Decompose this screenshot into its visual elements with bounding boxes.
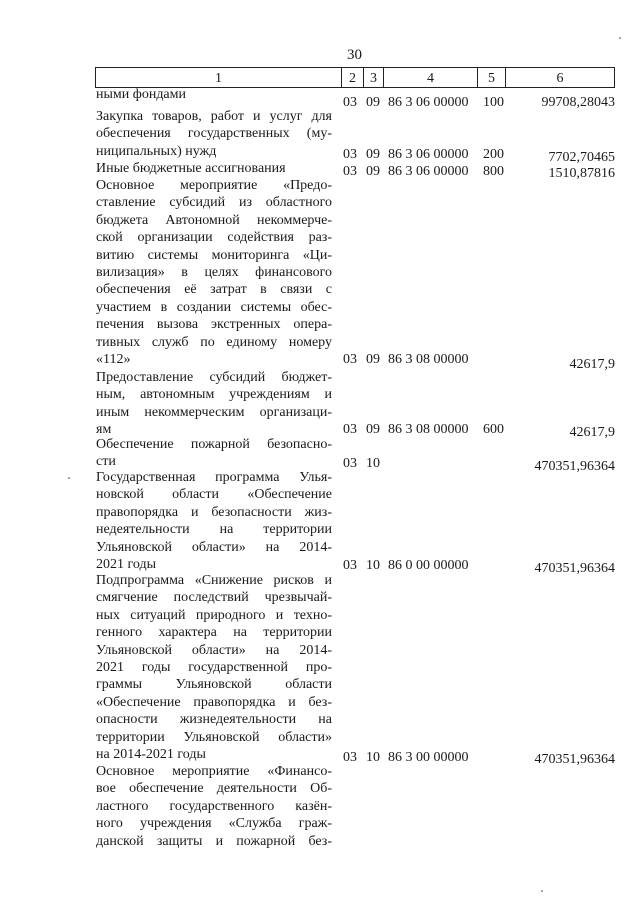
target-article-code: 86 3 06 00000 — [388, 95, 469, 110]
description-line: Предоставление субсидий бюджет- — [96, 370, 332, 385]
description-line: ям — [96, 422, 112, 438]
description-line: иным некоммерческим организаци- — [96, 404, 332, 420]
section-code: 03 — [343, 147, 357, 162]
description-line: на 2014-2021 годы — [96, 747, 206, 763]
description-line: правопорядка и безопасности жиз- — [96, 504, 332, 520]
description-line: тивных служб по единому номеру — [96, 334, 332, 350]
row-description — [96, 86, 332, 103]
header-col-5: 5 — [477, 68, 505, 87]
row-description — [96, 108, 332, 160]
row-description — [96, 160, 332, 177]
description-line: вое обеспечение деятельности Об- — [96, 781, 332, 797]
description-line: бюджета Автономной некоммерче- — [96, 212, 332, 228]
header-col-1: 1 — [215, 71, 222, 86]
row-description — [96, 369, 332, 439]
amount-value: 470351,96364 — [534, 459, 615, 474]
subsection-code: 09 — [366, 95, 380, 110]
description-line: генного характера на территории — [96, 625, 332, 641]
target-article-code: 86 3 08 00000 — [388, 352, 469, 367]
description-line: Подпрограмма «Снижение рисков и — [96, 573, 332, 588]
amount-value: 7702,70465 — [548, 150, 615, 165]
page-number: 30 — [347, 47, 362, 63]
expense-kind-code: 600 — [483, 422, 504, 437]
description-line: ным, автономным учреждениям и — [96, 387, 332, 403]
description-line: новской области «Обеспечение — [96, 487, 332, 503]
header-col-2: 2 — [341, 68, 363, 87]
description-line: опасности жизнедеятельности на — [96, 712, 332, 728]
scan-speck — [541, 890, 543, 892]
description-line: ской организации содействия раз- — [96, 230, 332, 246]
description-line: смягчение последствий чрезвычай- — [96, 590, 332, 606]
row-description — [96, 763, 332, 850]
description-line: данской защиты и пожарной без- — [96, 833, 332, 849]
row-description — [96, 469, 332, 573]
description-line: Государственная программа Улья- — [96, 470, 332, 485]
section-code: 03 — [343, 750, 357, 765]
description-line: Основное мероприятие «Финансо- — [96, 764, 332, 779]
description-line: ставление субсидий из областного — [96, 195, 332, 211]
amount-value: 470351,96364 — [534, 752, 615, 767]
description-line: граммы Ульяновской области — [96, 677, 332, 693]
section-code: 03 — [343, 352, 357, 367]
expense-kind-code: 200 — [483, 147, 504, 162]
amount-value: 42617,9 — [569, 425, 615, 440]
scan-speck — [619, 37, 621, 39]
description-line: ного учреждения «Служба граж- — [96, 816, 332, 832]
description-line: витию системы мониторинга «Ци- — [96, 247, 332, 263]
section-code: 03 — [343, 95, 357, 110]
subsection-code: 10 — [366, 456, 380, 471]
description-line: территории Ульяновской области» — [96, 729, 332, 745]
amount-value: 470351,96364 — [534, 561, 615, 576]
amount-value: 42617,9 — [569, 357, 615, 372]
description-line: ниципальных) нужд — [96, 143, 217, 159]
subsection-code: 09 — [366, 352, 380, 367]
description-line: 2021 годы — [96, 557, 157, 573]
target-article-code: 86 3 00 00000 — [388, 750, 469, 765]
row-description — [96, 436, 332, 471]
description-line: печения вызова экстренных опера- — [96, 317, 332, 333]
target-article-code: 86 3 06 00000 — [388, 147, 469, 162]
header-col-6: 6 — [505, 68, 614, 87]
subsection-code: 10 — [366, 558, 380, 573]
amount-value: 1510,87816 — [548, 166, 615, 181]
description-line: «Обеспечение правопорядка и без- — [96, 694, 332, 710]
description-line: Закупка товаров, работ и услуг для — [96, 109, 332, 124]
description-line: «112» — [96, 352, 131, 368]
description-line: участием в создании системы обес- — [96, 299, 332, 315]
target-article-code: 86 0 00 00000 — [388, 558, 469, 573]
header-col-4: 4 — [383, 68, 477, 87]
amount-value: 99708,28043 — [541, 95, 615, 110]
expense-kind-code: 800 — [483, 164, 504, 179]
header-col-3: 3 — [363, 68, 383, 87]
expense-kind-code: 100 — [483, 95, 504, 110]
subsection-code: 09 — [366, 147, 380, 162]
subsection-code: 09 — [366, 422, 380, 437]
description-line: вилизация» в целях финансового — [96, 265, 332, 281]
description-line: Обеспечение пожарной безопасно- — [96, 437, 332, 452]
description-line: ными фондами — [96, 87, 187, 102]
description-line: Иные бюджетные ассигнования — [96, 161, 286, 176]
target-article-code: 86 3 06 00000 — [388, 164, 469, 179]
row-description — [96, 177, 332, 368]
target-article-code: 86 3 08 00000 — [388, 422, 469, 437]
scan-speck — [68, 477, 70, 479]
subsection-code: 09 — [366, 164, 380, 179]
description-line: обеспечения её затрат в связи с — [96, 282, 332, 298]
description-line: обеспечения государственных (му- — [96, 126, 332, 142]
section-code: 03 — [343, 422, 357, 437]
description-line: ластного государственного казён- — [96, 798, 332, 814]
description-line: 2021 годы государственной про- — [96, 660, 332, 676]
subsection-code: 10 — [366, 750, 380, 765]
description-line: Основное мероприятие «Предо- — [96, 178, 332, 193]
row-description — [96, 572, 332, 763]
section-code: 03 — [343, 456, 357, 471]
description-line: Ульяновской области» на 2014- — [96, 539, 332, 555]
description-line: недеятельности на территории — [96, 522, 332, 538]
description-line: ных ситуаций природного и техно- — [96, 607, 332, 623]
description-line: сти — [96, 454, 116, 470]
description-line: Ульяновской области» на 2014- — [96, 642, 332, 658]
section-code: 03 — [343, 558, 357, 573]
section-code: 03 — [343, 164, 357, 179]
